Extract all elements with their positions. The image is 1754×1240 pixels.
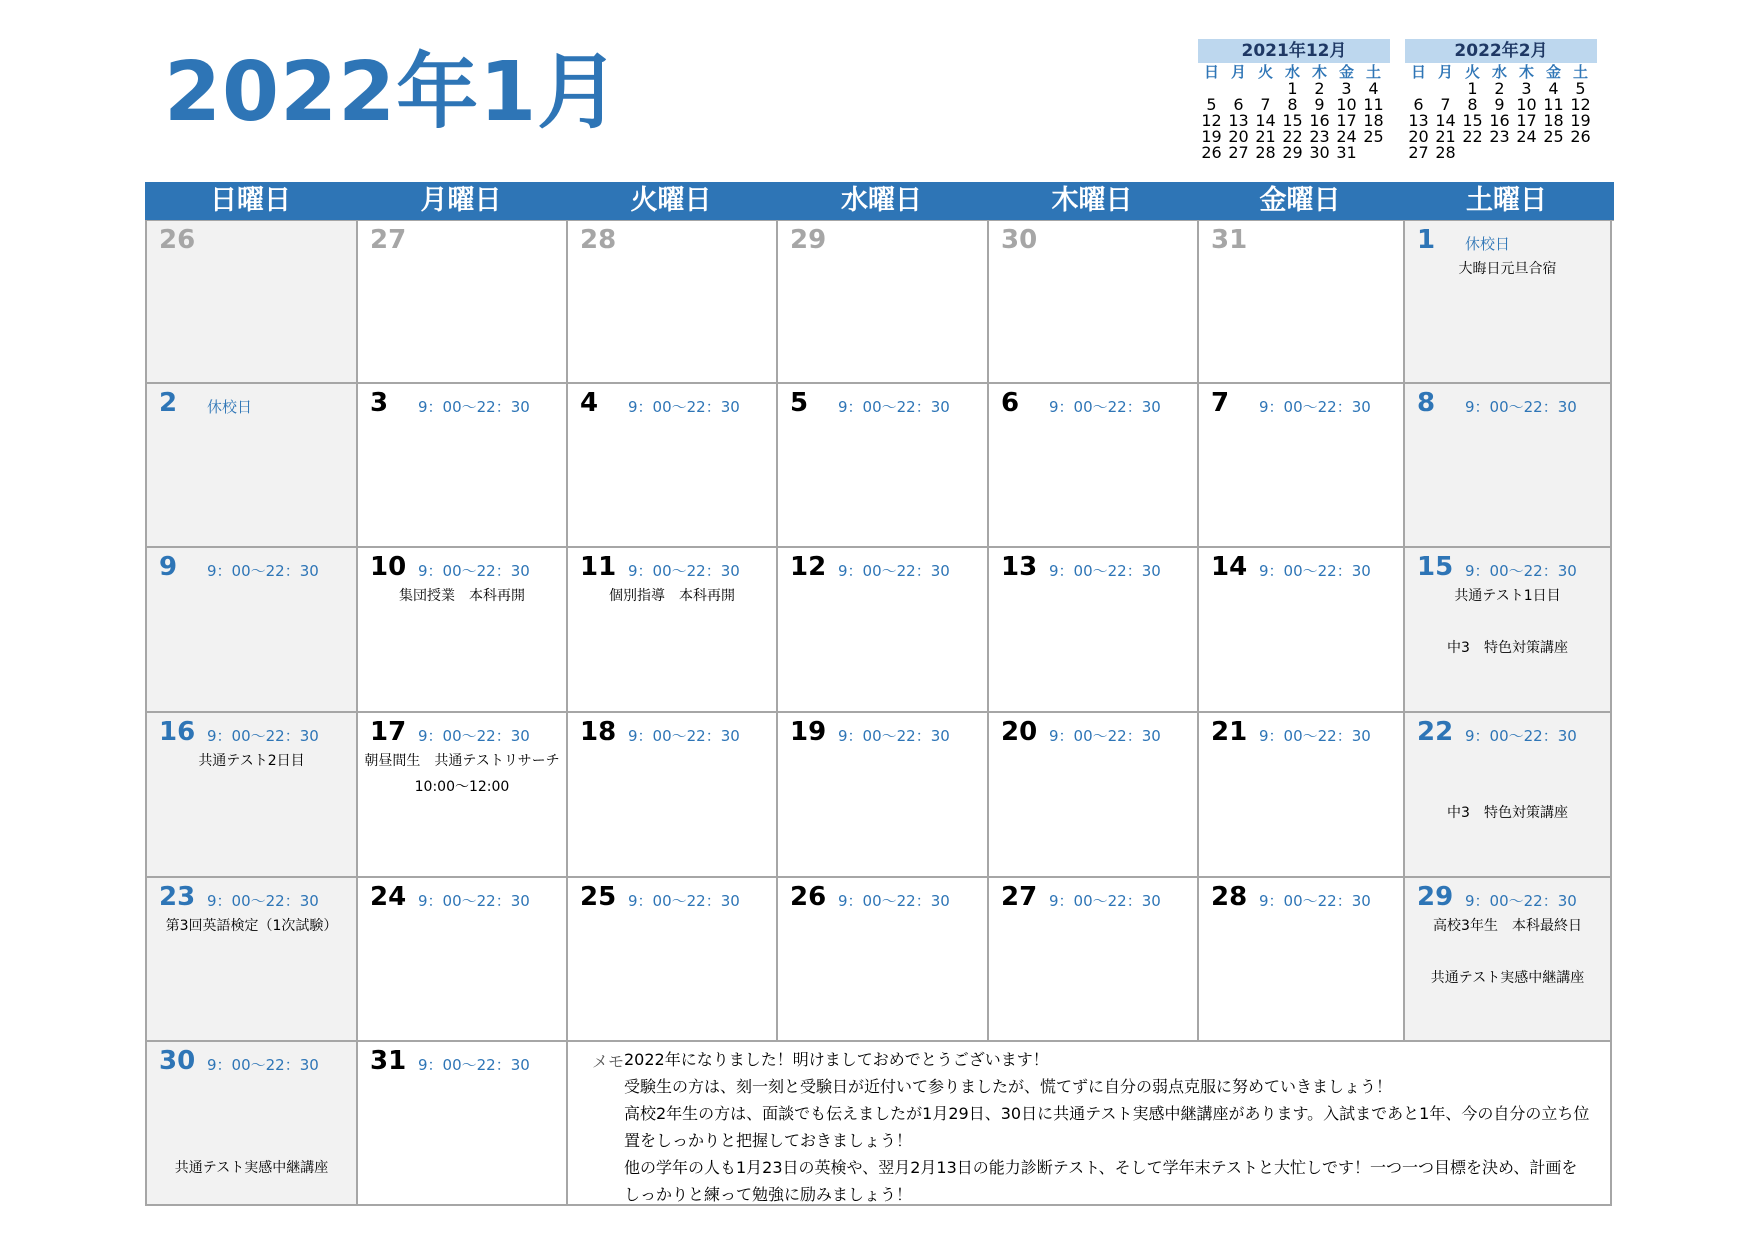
mini-calendar-grid: [1198, 63, 1390, 161]
day-cell[interactable]: [1199, 878, 1405, 1042]
page-title: 2022年1月: [164, 45, 621, 140]
weekday-header-cell: 木曜日: [1051, 185, 1133, 216]
day-cell[interactable]: [358, 878, 568, 1042]
day-hours: 9：00～22：30: [418, 398, 530, 416]
day-cell[interactable]: [778, 384, 989, 548]
day-cell[interactable]: [147, 221, 358, 384]
day-number: 10: [370, 552, 407, 582]
calendar-week-row: [147, 384, 1614, 548]
day-hours: 9：00～22：30: [418, 562, 530, 580]
mini-day[interactable]: 24: [1336, 127, 1357, 146]
day-cell[interactable]: [358, 221, 568, 384]
day-cell[interactable]: [147, 1042, 358, 1206]
day-hours: 9：00～22：30: [838, 892, 950, 910]
memo-lines: [624, 1046, 1602, 1206]
day-number: 19: [790, 717, 827, 747]
day-cell[interactable]: [1405, 221, 1612, 384]
day-cell[interactable]: [358, 384, 568, 548]
day-cell[interactable]: [568, 221, 778, 384]
calendar-week-row: [147, 878, 1614, 1042]
mini-day[interactable]: 7: [1260, 95, 1271, 114]
mini-weekday-label: 木: [1311, 63, 1327, 81]
day-hours: 9：00～22：30: [1049, 398, 1161, 416]
memo-line: 2022年になりました！明けましておめでとうございます！: [624, 1050, 1049, 1069]
day-hours: 9：00～22：30: [838, 398, 950, 416]
mini-weekday-label: 金: [1338, 63, 1354, 81]
day-number: 4: [580, 388, 599, 418]
day-hours: 9：00～22：30: [628, 727, 740, 745]
mini-calendar-next: [1405, 39, 1597, 161]
day-number: 9: [159, 552, 178, 582]
mini-day[interactable]: 16: [1309, 111, 1330, 130]
day-hours: 9：00～22：30: [418, 727, 530, 745]
day-cell[interactable]: [568, 384, 778, 548]
day-number: 20: [1001, 717, 1038, 747]
day-number: 23: [159, 882, 196, 912]
event-note: 10:00～12:00: [414, 779, 510, 795]
day-number: 29: [790, 225, 827, 255]
day-cell[interactable]: [147, 548, 358, 713]
day-number: 13: [1001, 552, 1038, 582]
mini-day[interactable]: 11: [1543, 95, 1564, 114]
day-cell[interactable]: [358, 713, 568, 878]
day-number: 24: [370, 882, 407, 912]
day-cell[interactable]: [1405, 878, 1612, 1042]
calendar-body: [145, 220, 1614, 1206]
memo-line: 受験生の方は、刻一刻と受験日が近付いて参りましたが、慌てずに自分の弱点克服に努めていきましょう！: [624, 1077, 1393, 1096]
day-cell[interactable]: [1199, 384, 1405, 548]
mini-day[interactable]: 6: [1233, 95, 1244, 114]
day-hours: 9：00～22：30: [207, 562, 319, 580]
day-hours: 9：00～22：30: [628, 892, 740, 910]
mini-day[interactable]: 13: [1228, 111, 1249, 130]
day-hours: 9：00～22：30: [418, 892, 530, 910]
day-hours: 9：00～22：30: [1049, 892, 1161, 910]
mini-day[interactable]: 25: [1543, 127, 1564, 146]
mini-day[interactable]: 27: [1228, 143, 1249, 162]
mini-weekday-label: 水: [1491, 63, 1507, 81]
day-hours: 9：00～22：30: [1259, 562, 1371, 580]
day-number: 2: [159, 388, 178, 418]
calendar-week-row: [147, 548, 1614, 713]
mini-day[interactable]: 9: [1494, 95, 1505, 114]
weekday-header-cell: 金曜日: [1259, 185, 1341, 216]
day-cell[interactable]: [147, 878, 358, 1042]
event-note: 共通テスト実感中継講座: [174, 1160, 329, 1176]
day-cell[interactable]: [358, 548, 568, 713]
event-note: 集団授業 本科再開: [399, 588, 525, 604]
mini-day[interactable]: 23: [1309, 127, 1330, 146]
day-cell[interactable]: [778, 878, 989, 1042]
day-number: 21: [1211, 717, 1248, 747]
event-note: 中3 特色対策講座: [1447, 805, 1568, 821]
day-hours: 9：00～22：30: [207, 892, 319, 910]
mini-weekday-label: 木: [1518, 63, 1534, 81]
memo-label: メモ: [592, 1052, 625, 1071]
mini-day[interactable]: 19: [1570, 111, 1591, 130]
weekday-header-cell: 火曜日: [630, 185, 712, 216]
calendar-week-row: [147, 713, 1614, 878]
day-number: 27: [1001, 882, 1038, 912]
mini-day[interactable]: 7: [1440, 95, 1451, 114]
day-hours: 9：00～22：30: [628, 562, 740, 580]
memo-line: しっかりと練って勉強に励みましょう！: [624, 1185, 913, 1204]
weekday-header-cell: 月曜日: [420, 185, 502, 216]
mini-day[interactable]: 18: [1543, 111, 1564, 130]
day-cell[interactable]: [1199, 713, 1405, 878]
event-note: 共通テスト1日目: [1454, 588, 1561, 604]
mini-day[interactable]: 22: [1462, 127, 1483, 146]
mini-weekday-label: 土: [1365, 63, 1381, 81]
mini-day[interactable]: 9: [1314, 95, 1325, 114]
mini-calendar-title: 2021年12月: [1198, 39, 1390, 63]
day-number: 28: [580, 225, 617, 255]
day-number: 7: [1211, 388, 1230, 418]
mini-day[interactable]: 6: [1413, 95, 1424, 114]
mini-day[interactable]: 17: [1516, 111, 1537, 130]
mini-day[interactable]: 15: [1462, 111, 1483, 130]
mini-day[interactable]: 10: [1516, 95, 1537, 114]
day-number: 25: [580, 882, 617, 912]
mini-day[interactable]: 29: [1282, 143, 1303, 162]
day-cell[interactable]: [778, 548, 989, 713]
weekday-header: [145, 182, 1614, 220]
day-hours: 9：00～22：30: [628, 398, 740, 416]
memo-line: 高校2年生の方は、面談でも伝えましたが1月29日、30日に共通テスト実感中継講座があります。入試まであと1年、今の自分の立ち位: [624, 1104, 1590, 1123]
day-number: 12: [790, 552, 827, 582]
mini-calendar-grid: [1405, 63, 1597, 161]
event-note: 共通テスト実感中継講座: [1430, 970, 1585, 986]
day-hours: 休校日: [1465, 235, 1511, 253]
weekday-header-cell: 土曜日: [1466, 185, 1547, 216]
event-note: 共通テスト2日目: [198, 753, 305, 769]
day-cell[interactable]: [1405, 384, 1612, 548]
mini-day[interactable]: 26: [1201, 143, 1222, 162]
mini-day[interactable]: 8: [1287, 95, 1298, 114]
day-number: 30: [1001, 225, 1038, 255]
day-number: 27: [370, 225, 407, 255]
day-number: 18: [580, 717, 617, 747]
day-cell[interactable]: [989, 221, 1199, 384]
mini-day[interactable]: 19: [1201, 127, 1222, 146]
memo-line: 他の学年の人も1月23日の英検や、翌月2月13日の能力診断テスト、そして学年末テストと大忙しです！一つ一つ目標を決め、計画を: [624, 1158, 1578, 1177]
day-number: 15: [1417, 552, 1454, 582]
mini-day[interactable]: 28: [1435, 143, 1456, 162]
day-number: 30: [159, 1046, 196, 1076]
day-cell[interactable]: [568, 548, 778, 713]
event-note: 第3回英語検定（1次試験）: [165, 918, 338, 934]
weekday-header-cell: 日曜日: [210, 185, 291, 216]
day-cell[interactable]: [358, 1042, 568, 1206]
day-number: 26: [159, 225, 196, 255]
day-number: 6: [1001, 388, 1020, 418]
mini-day[interactable]: 4: [1368, 79, 1379, 98]
mini-day[interactable]: 3: [1341, 79, 1352, 98]
day-number: 5: [790, 388, 809, 418]
mini-calendar-title: 2022年2月: [1405, 39, 1597, 63]
day-hours: 9：00～22：30: [838, 727, 950, 745]
day-number: 17: [370, 717, 407, 747]
mini-day[interactable]: 17: [1336, 111, 1357, 130]
calendar-week-row: [147, 1042, 1614, 1206]
mini-day[interactable]: 20: [1228, 127, 1249, 146]
mini-day[interactable]: 21: [1435, 127, 1456, 146]
day-hours: 休校日: [207, 398, 253, 416]
day-cell[interactable]: [568, 713, 778, 878]
mini-day[interactable]: 5: [1575, 79, 1586, 98]
day-cell[interactable]: [989, 548, 1199, 713]
mini-weekday-label: 日: [1203, 63, 1219, 81]
mini-weekday-label: 水: [1284, 63, 1300, 81]
mini-calendar-prev: [1198, 39, 1390, 161]
memo-line: 置をしっかりと把握しておきましょう！: [624, 1131, 913, 1150]
mini-weekday-label: 月: [1437, 63, 1453, 81]
month-calendar: [145, 182, 1614, 1206]
calendar-week-row: [147, 221, 1614, 384]
day-hours: 9：00～22：30: [1465, 562, 1577, 580]
mini-day[interactable]: 21: [1255, 127, 1276, 146]
day-number: 8: [1417, 388, 1436, 418]
day-hours: 9：00～22：30: [207, 1056, 319, 1074]
mini-day[interactable]: 14: [1255, 111, 1276, 130]
day-cell[interactable]: [1199, 548, 1405, 713]
day-cell[interactable]: [989, 878, 1199, 1042]
event-note: 中3 特色対策講座: [1447, 640, 1568, 656]
day-hours: 9：00～22：30: [1259, 727, 1371, 745]
day-number: 31: [1211, 225, 1248, 255]
day-hours: 9：00～22：30: [1465, 892, 1577, 910]
day-number: 3: [370, 388, 389, 418]
mini-day[interactable]: 3: [1521, 79, 1532, 98]
event-note: 個別指導 本科再開: [609, 588, 735, 604]
day-number: 31: [370, 1046, 407, 1076]
mini-day[interactable]: 26: [1570, 127, 1591, 146]
day-number: 16: [159, 717, 196, 747]
day-number: 29: [1417, 882, 1454, 912]
mini-day[interactable]: 13: [1408, 111, 1429, 130]
day-cell[interactable]: [1405, 713, 1612, 878]
mini-day[interactable]: 1: [1467, 79, 1478, 98]
mini-weekday-label: 金: [1545, 63, 1561, 81]
mini-day[interactable]: 11: [1363, 95, 1384, 114]
mini-day[interactable]: 1: [1287, 79, 1298, 98]
mini-weekday-label: 月: [1230, 63, 1246, 81]
day-hours: 9：00～22：30: [418, 1056, 530, 1074]
mini-day[interactable]: 14: [1435, 111, 1456, 130]
weekday-header-cell: 水曜日: [841, 185, 922, 216]
mini-weekday-label: 火: [1464, 63, 1480, 81]
event-note: 大晦日元旦合宿: [1458, 261, 1557, 277]
day-cell[interactable]: [778, 221, 989, 384]
day-hours: 9：00～22：30: [838, 562, 950, 580]
day-number: 14: [1211, 552, 1248, 582]
mini-day[interactable]: 20: [1408, 127, 1429, 146]
day-cell[interactable]: [568, 878, 778, 1042]
mini-day[interactable]: 12: [1570, 95, 1591, 114]
mini-day[interactable]: 22: [1282, 127, 1303, 146]
day-hours: 9：00～22：30: [1259, 892, 1371, 910]
day-number: 28: [1211, 882, 1248, 912]
memo-content: [592, 1046, 1602, 1206]
day-hours: 9：00～22：30: [1259, 398, 1371, 416]
mini-day[interactable]: 8: [1467, 95, 1478, 114]
mini-day[interactable]: 23: [1489, 127, 1510, 146]
day-number: 26: [790, 882, 827, 912]
mini-day[interactable]: 12: [1201, 111, 1222, 130]
day-cell[interactable]: [147, 384, 358, 548]
mini-day[interactable]: 16: [1489, 111, 1510, 130]
day-hours: 9：00～22：30: [1049, 562, 1161, 580]
day-number: 11: [580, 552, 617, 582]
day-cell[interactable]: [989, 384, 1199, 548]
mini-day[interactable]: 28: [1255, 143, 1276, 162]
day-hours: 9：00～22：30: [1049, 727, 1161, 745]
mini-day[interactable]: 30: [1309, 143, 1330, 162]
mini-day[interactable]: 5: [1206, 95, 1217, 114]
mini-day[interactable]: 18: [1363, 111, 1384, 130]
event-note: 高校3年生 本科最終日: [1433, 918, 1582, 934]
day-number: 22: [1417, 717, 1454, 747]
day-hours: 9：00～22：30: [1465, 398, 1577, 416]
day-number: 1: [1417, 225, 1436, 255]
mini-day[interactable]: 2: [1494, 79, 1505, 98]
day-cell[interactable]: [778, 713, 989, 878]
mini-day[interactable]: 4: [1548, 79, 1559, 98]
mini-day[interactable]: 15: [1282, 111, 1303, 130]
day-cell[interactable]: [147, 713, 358, 878]
mini-weekday-label: 火: [1257, 63, 1273, 81]
day-hours: 9：00～22：30: [207, 727, 319, 745]
day-cell[interactable]: [989, 713, 1199, 878]
mini-day[interactable]: 2: [1314, 79, 1325, 98]
event-note: 朝昼間生 共通テストリサーチ: [364, 753, 560, 769]
mini-day[interactable]: 27: [1408, 143, 1429, 162]
mini-day[interactable]: 24: [1516, 127, 1537, 146]
mini-weekday-label: 土: [1572, 63, 1588, 81]
day-cell[interactable]: [1405, 548, 1612, 713]
mini-weekday-label: 日: [1410, 63, 1426, 81]
mini-day[interactable]: 25: [1363, 127, 1384, 146]
mini-day[interactable]: 10: [1336, 95, 1357, 114]
day-cell[interactable]: [1199, 221, 1405, 384]
day-hours: 9：00～22：30: [1465, 727, 1577, 745]
memo-box: [568, 1042, 1612, 1206]
mini-day[interactable]: 31: [1336, 143, 1357, 162]
